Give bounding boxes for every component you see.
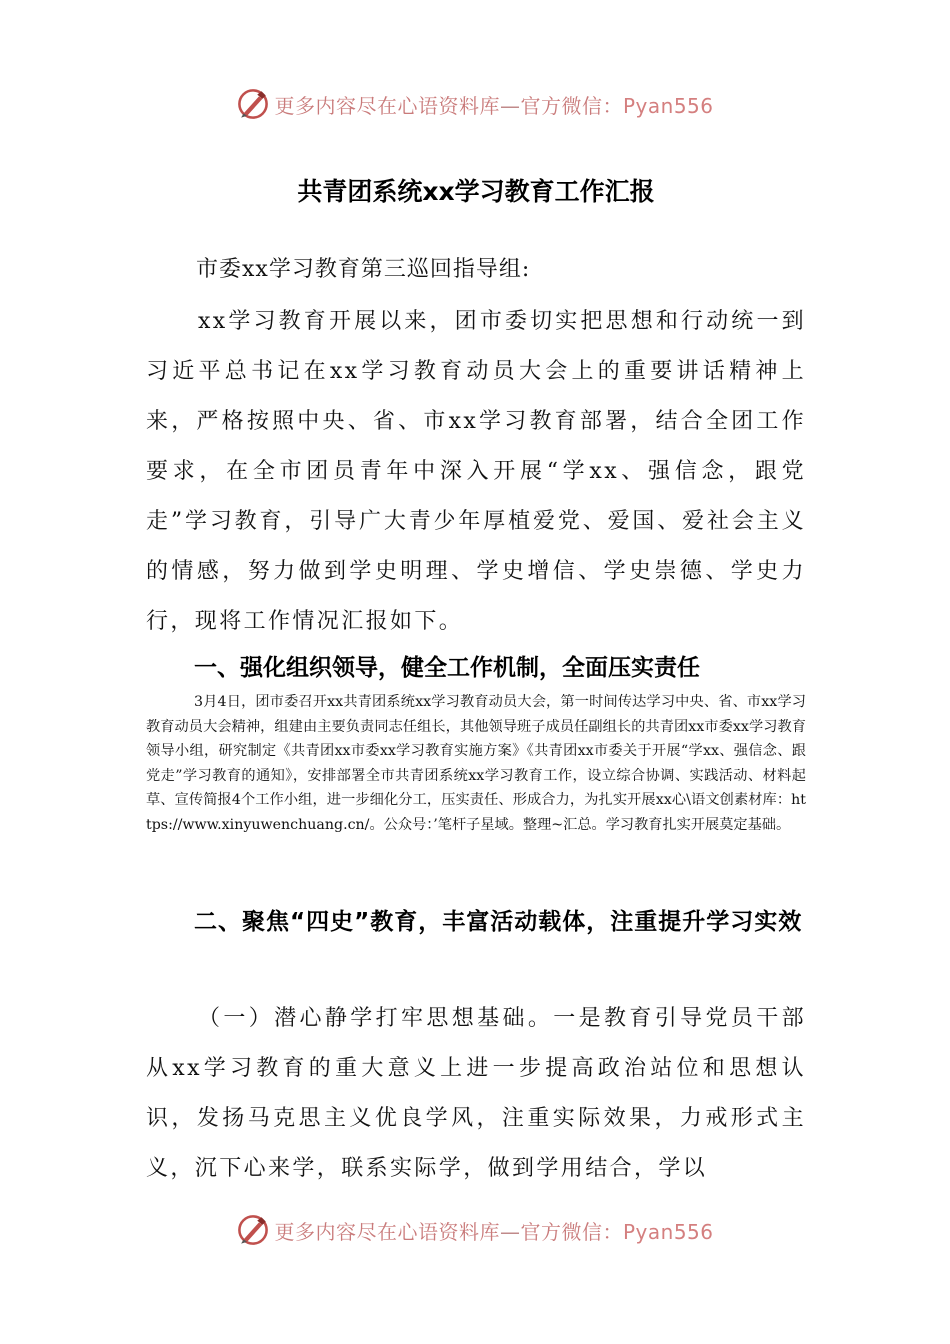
header-watermark-banner	[0, 82, 950, 126]
section-2-paragraph: （一）潜心静学打牢思想基础。一是教育引导党员干部从xx学习教育的重大意义上进一步提高政治站位和思想认识，发扬马克思主义优良学风，注重实际效果，力戒形式主义，沉下心来学，联系实际学，做到学用结合，学以	[146, 1006, 806, 1181]
intro-paragraph: xx学习教育开展以来，团市委切实把思想和行动统一到习近平总书记在xx学习教育动员大会上的重要讲话精神上来，严格按照中央、省、市xx学习教育部署，结合全团工作要求，在全市团员青年中深入开展“学xx、强信念，跟党走”学习教育，引导广大青少年厚植爱党、爱国、爱社会主义的情感，努力做到学史明理、学史增信、学史崇德、学史力行，现将工作情况汇报如下。	[146, 309, 806, 634]
section-heading-1: 一、强化组织领导，健全工作机制，全面压实责任	[194, 655, 700, 681]
watermark-text: 更多内容尽在心语资料库—官方微信：Pyan556	[274, 1219, 714, 1244]
pen-logo-icon	[236, 1213, 270, 1247]
watermark-text: 更多内容尽在心语资料库—官方微信：Pyan556	[274, 93, 714, 118]
pen-logo-icon	[236, 87, 270, 121]
document-title: 共青团系统xx学习教育工作汇报	[297, 177, 655, 206]
footer-watermark-banner	[0, 1208, 950, 1252]
section-1-paragraph: 3月4日，团市委召开xx共青团系统xx学习教育动员大会，第一时间传达学习中央、省、市xx学习教育动员大会精神，组建由主要负责同志任组长，其他领导班子成员任副组长的共青团xx市委xx学习教育领导小组，研究制定《共青团xx市委xx学习教育实施方案》《共青团xx市委关于开展“学xx、强信念、跟党走”学习教育的通知》，安排部署全市共青团系统xx学习教育工作，设立综合协调、实践活动、材料起草、宣传简报4个工作小组，进一步细化分工，压实责任、形成合力，为扎实开展xx心\语文创素材库：https://www.xinyuwenchuang.cn/。公众号：’笔杆子星域。整理~汇总。学习教育扎实开展莫定基础。	[146, 694, 806, 833]
section-heading-2: 二、聚焦“四史”教育，丰富活动载体，注重提升学习实效	[194, 909, 803, 935]
salutation: 市委xx学习教育第三巡回指导组:	[196, 257, 531, 282]
